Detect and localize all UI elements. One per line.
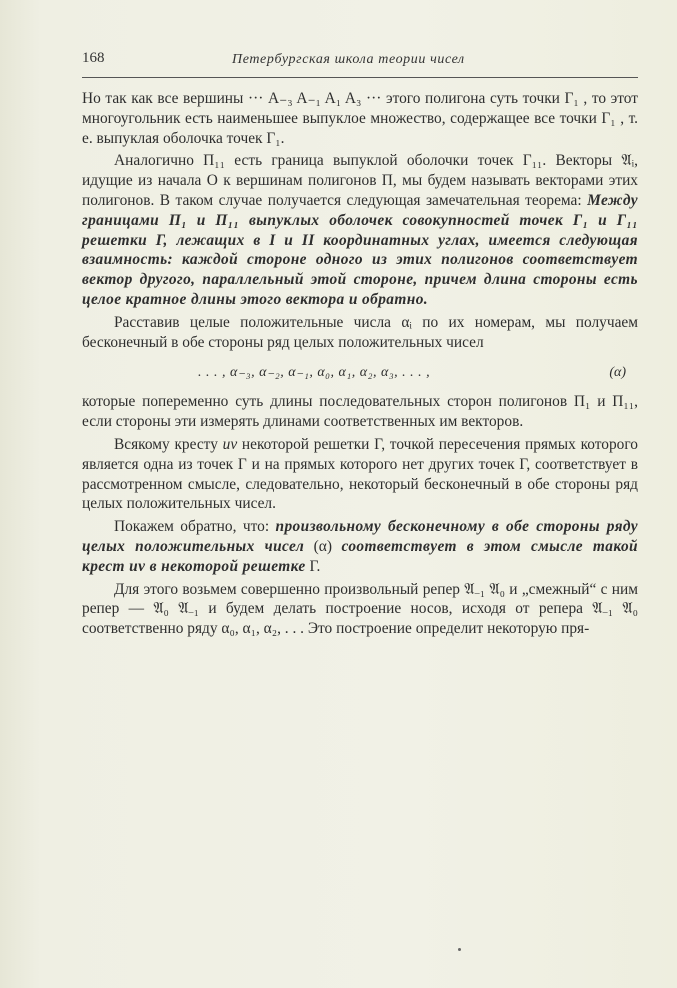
italic-segment: Между границами Π₁ и Π₁₁ выпуклых оболочек совокупностей точек Γ₁ и Γ₁₁ решетки Γ, лежащих в I и II координатных углах, имеется следующая взаимность: каждой стороне одного из этих полигонов соответствует вектор другого, параллельный этой стороне, причем длина стороны есть целое кратное длины этого вектора и обратно. (82, 191, 638, 308)
text-segment: Расставив целые положительные числа αᵢ по их номерам, мы получаем бесконечный в обе стороны ряд целых положительных чисел (82, 313, 638, 351)
text-segment: Но так как все вершины ··· A₋₃ A₋₁ A₁ A₃ ··· этого полигона суть точки Γ₁ , то этот многоугольник есть наименьшее выпуклое множество, содержащее все точки Γ₁ , т. е. выпуклая оболочка точек Γ₁. (82, 90, 638, 147)
page-number: 168 (82, 50, 105, 66)
text-segment: Для этого возьмем совершенно произвольный репер 𝔄₋₁ 𝔄₀ и „смежный“ с ним репер — 𝔄₀ 𝔄₋₁ и будем делать построение носов, исходя от репера 𝔄₋₁ 𝔄₀ соответственно ряду α₀, α₁, α₂, . . . Это построение определит некоторую пря- (82, 580, 638, 638)
paragraph-7 (82, 580, 638, 639)
text-segment: которые попеременно суть длины последовательных сторон полигонов Π₁ и Π₁₁, если стороны эти измерять длинами соответственных им векторов. (82, 393, 638, 431)
paragraph-1 (82, 89, 638, 148)
formula-alpha (82, 354, 638, 390)
paragraph-6 (82, 517, 638, 576)
paragraph-2 (82, 151, 638, 309)
page-header (82, 50, 638, 74)
running-head: Петербургская школа теории чисел (232, 52, 465, 67)
page-speck (458, 948, 461, 951)
text-segment: Γ. (305, 557, 321, 575)
paragraph-4 (82, 392, 638, 432)
paragraph-5 (82, 435, 638, 514)
header-rule (82, 77, 638, 78)
italic-segment: соответствует в этом смысле такой крест uv в некоторой решетке (82, 537, 638, 575)
text-segment: некоторой решетки Γ, точкой пересечения прямых которого является одна из точек Γ и на прямых которого нет других точек Γ, соответствует в рассмотренном смысле, следовательно, некоторый бесконечный в обе стороны ряд целых положительных чисел. (82, 435, 638, 513)
italic-segment: uv (222, 435, 238, 453)
paragraph-3 (82, 313, 638, 353)
formula-text: . . . , α₋₃, α₋₂, α₋₁, α₀, α₁, α₂, α₃, . . . , (198, 365, 431, 381)
text-segment: (α) (304, 537, 342, 555)
text-segment: Покажем обратно, что: (114, 518, 276, 536)
formula-label: (α) (609, 365, 626, 381)
text-segment: Аналогично Π₁₁ есть граница выпуклой оболочки точек Γ₁₁. Векторы 𝔄ᵢ, идущие из начала O к вершинам полигонов Π, мы будем называть векторами этих полигонов. В таком случае получается следующая замечательная теорема: (82, 152, 638, 209)
italic-segment: произвольному бесконечному в обе стороны ряду целых положительных чисел (82, 518, 638, 555)
body-text (82, 89, 638, 639)
text-segment: Всякому кресту (114, 435, 223, 453)
